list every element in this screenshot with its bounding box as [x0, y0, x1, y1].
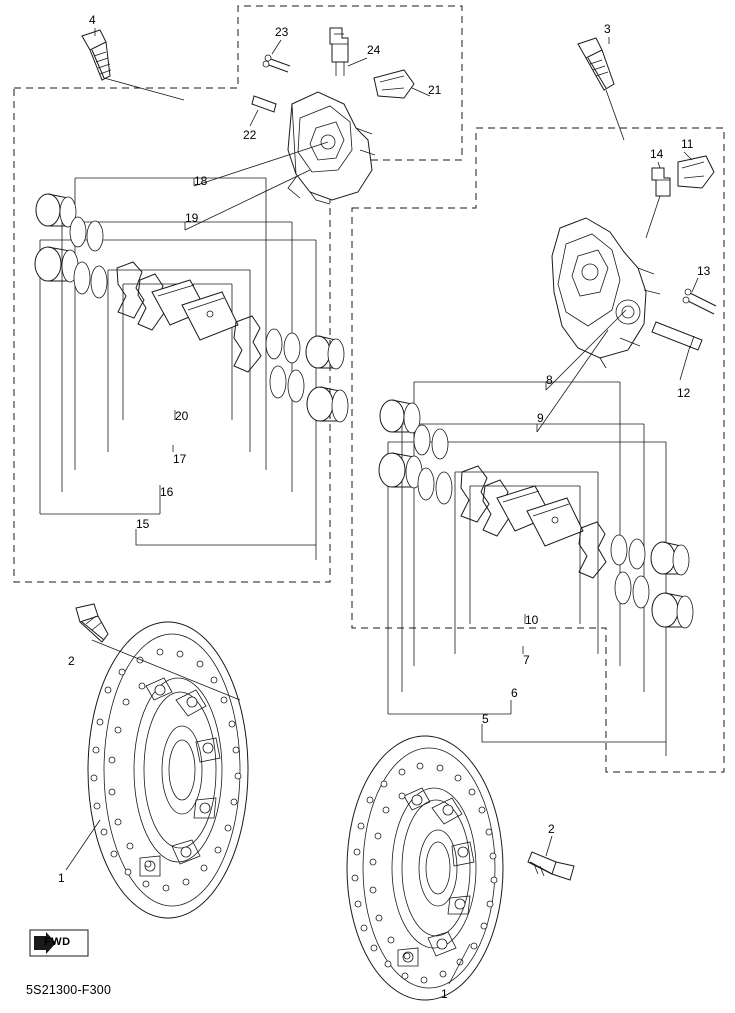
disc-bolt-right-2: [528, 852, 574, 880]
left-caliper-components: [35, 194, 348, 422]
bleed-nipple-14: [652, 168, 670, 196]
callout-24: 24: [367, 43, 381, 57]
disc-bolt-left-2: [76, 604, 108, 642]
callout-7: 7: [523, 653, 530, 667]
callout-9: 9: [537, 411, 544, 425]
brake-disc-right: [347, 736, 503, 1000]
piston-left-2: [35, 247, 78, 282]
callout-14: 14: [650, 147, 664, 161]
piston-right-2: [379, 453, 422, 488]
piston-right-4: [652, 593, 693, 628]
right-caliper-body: [552, 218, 660, 368]
seal-ring: [432, 429, 448, 459]
seal-ring: [633, 576, 649, 608]
callout-15: 15: [136, 517, 150, 531]
callout-16: 16: [160, 485, 174, 499]
seal-ring: [611, 535, 627, 565]
callout-1-left: 1: [58, 871, 65, 885]
callout-2-left: 2: [68, 654, 75, 668]
seal-ring: [70, 217, 86, 247]
callout-5: 5: [482, 712, 489, 726]
piston-left-4: [307, 387, 348, 422]
callout-19: 19: [185, 211, 199, 225]
callout-17: 17: [173, 452, 187, 466]
callout-10: 10: [525, 613, 539, 627]
pad-pins-13: [683, 289, 716, 314]
piston-right-3: [651, 542, 689, 575]
callout-21: 21: [428, 83, 442, 97]
seal-ring: [288, 370, 304, 402]
callout-1-right: 1: [441, 987, 448, 1001]
bleed-nipple-24: [330, 28, 348, 76]
seal-ring: [629, 539, 645, 569]
callout-6: 6: [511, 686, 518, 700]
slide-pin-12: [652, 322, 702, 350]
seal-ring: [91, 266, 107, 298]
callout-22: 22: [243, 128, 257, 142]
callout-13: 13: [697, 264, 711, 278]
seal-ring: [270, 366, 286, 398]
callout-12: 12: [677, 386, 691, 400]
callout-11: 11: [681, 137, 694, 151]
pad-spring-11: [678, 156, 714, 188]
pad-spring-21: [374, 70, 414, 98]
slide-pin-22: [252, 96, 276, 112]
pad-pins-23: [263, 55, 290, 72]
piston-left-1: [36, 194, 76, 227]
seal-ring: [74, 262, 90, 294]
seal-ring: [418, 468, 434, 500]
group-box-right-caliper: [352, 128, 724, 772]
piston-right-1: [380, 400, 420, 433]
seal-ring: [414, 425, 430, 455]
callout-8: 8: [546, 373, 553, 387]
seal-ring: [436, 472, 452, 504]
pad-shim: [461, 466, 489, 522]
right-caliper-components: [379, 400, 693, 628]
seal-ring: [87, 221, 103, 251]
bolt-3: [578, 38, 614, 90]
callout-18: 18: [194, 174, 208, 188]
bolt-4: [82, 30, 111, 80]
callout-23: 23: [275, 25, 289, 39]
callout-2-right: 2: [548, 822, 555, 836]
seal-ring: [266, 329, 282, 359]
callout-4: 4: [89, 13, 96, 27]
fwd-badge-label: FWD: [44, 936, 71, 948]
seal-ring: [615, 572, 631, 604]
brake-disc-left: [88, 622, 248, 918]
callout-20: 20: [175, 409, 189, 423]
piston-left-3: [306, 336, 344, 369]
callout-3: 3: [604, 22, 611, 36]
part-number-label: 5S21300-F300: [26, 983, 112, 997]
left-caliper-body: [288, 92, 375, 204]
seal-ring: [284, 333, 300, 363]
